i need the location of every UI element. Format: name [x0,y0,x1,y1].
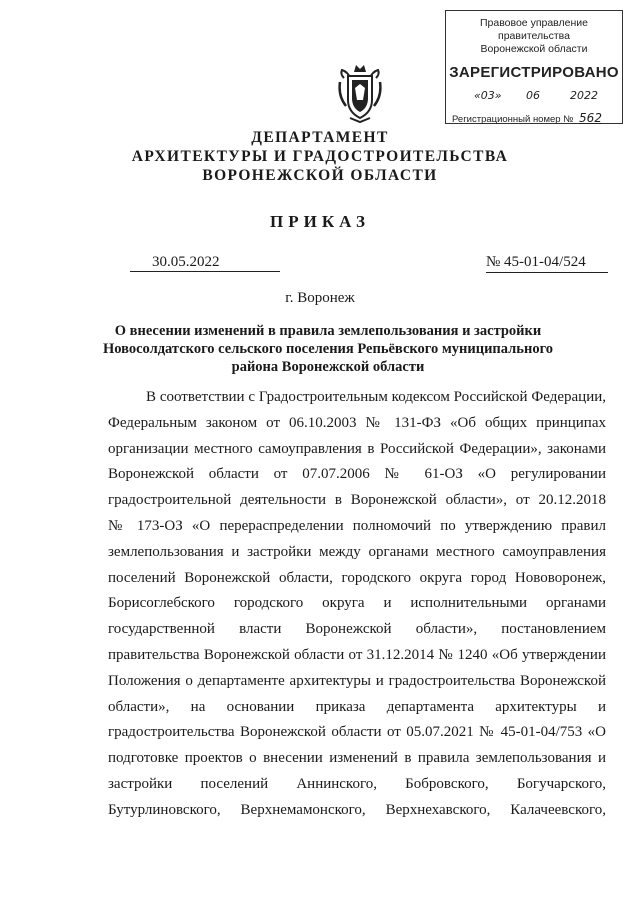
document-type: ПРИКАЗ [270,212,370,231]
stamp-authority-line2: Воронежской области [480,43,588,55]
body-line: поселений Воронежской области, городского округа город Нововоронеж, [108,569,606,586]
body-line: Бутурлиновского, Верхнемамонского, Верхнехавского, Калачеевского, [108,801,606,818]
order-subject: О внесении изменений в правила землепользования и застройки Новосолдатского сельского поселения Репьёвского муниципального района Воронежской области [102,323,554,375]
stamp-reg-number-row [446,111,622,125]
registration-stamp [445,10,623,124]
department-name-line3: ВОРОНЕЖСКОЙ ОБЛАСТИ [202,167,438,184]
body-line: Воронежской области от 07.07.2006 № 61-ОЗ «О регулировании [108,466,606,483]
body-line: № 173-ОЗ «О перераспределении полномочий по утверждению правил [108,517,606,534]
body-line: правительства Воронежской области от 31.12.2014 № 1240 «Об утверждении [108,646,606,663]
body-line: области», на основании приказа департамента архитектуры и [108,698,606,715]
stamp-date [446,89,622,105]
body-line: градостроительной деятельности в Воронежской области», от 20.12.2018 [108,492,606,509]
body-line: застройки поселений Аннинского, Бобровского, Богучарского, [108,775,606,792]
coat-of-arms-icon [336,62,384,124]
stamp-authority-line1: Правовое управление правительства [479,17,588,42]
body-text [108,385,606,824]
body-line: государственной власти Воронежской области», постановлением [108,621,606,638]
city: г. Воронеж [285,290,355,306]
stamp-reg-number-label: Регистрационный номер № [452,114,574,125]
order-number: № 45-01-04/524 [486,254,608,273]
stamp-registered-label: ЗАРЕГИСТРИРОВАНО [449,64,619,81]
stamp-date-month: 06 [526,89,540,102]
body-line: градостроительства Воронежской области от 05.07.2021 № 45-01-04/753 «О [108,724,606,741]
body-line: подготовке проектов о внесении изменений в правила землепользования и [108,750,606,767]
body-line: Федеральным законом от 06.10.2003 № 131-ФЗ «Об общих принципах [108,414,606,431]
body-line: землепользования и застройки между органами местного самоуправления [108,543,606,560]
stamp-reg-number: 562 [579,111,602,125]
stamp-date-day: «03» [474,89,502,102]
stamp-date-year: 2022 [570,89,598,102]
body-line: Положения о департаменте архитектуры и градостроительства Воронежской [108,672,606,689]
body-line: Борисоглебского городского округа и исполнительными органами [108,595,606,612]
order-date: 30.05.2022 [130,254,280,272]
department-name-line1: ДЕПАРТАМЕНТ [251,129,389,146]
body-line: В соответствии с Градостроительным кодексом Российской Федерации, [146,389,606,405]
body-line: организации местного самоуправления в Российской Федерации», законами [108,440,606,457]
department-name-line2: АРХИТЕКТУРЫ И ГРАДОСТРОИТЕЛЬСТВА [131,148,509,165]
